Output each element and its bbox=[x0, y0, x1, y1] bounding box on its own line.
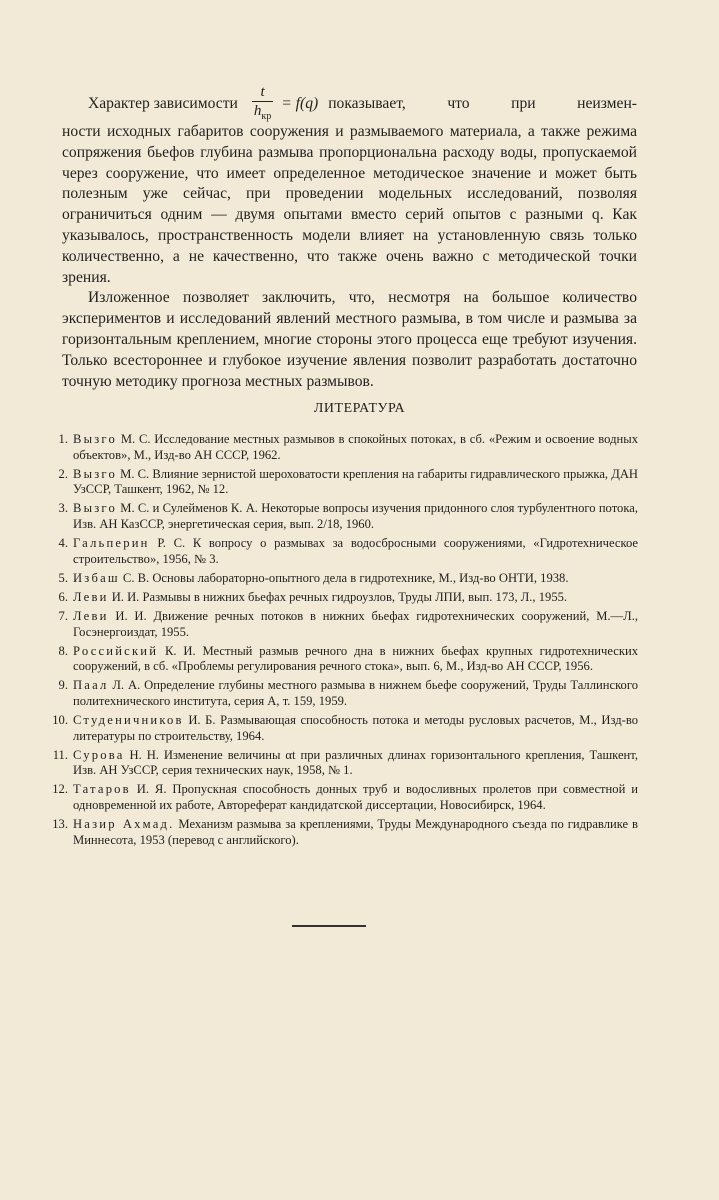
reference-author: Вызго bbox=[73, 501, 117, 516]
reference-author: Паал bbox=[73, 678, 109, 693]
reference-text bbox=[73, 501, 638, 532]
reference-author: Вызго bbox=[73, 466, 117, 481]
reference-number: 6. bbox=[58, 589, 68, 604]
reference-author: Леви bbox=[73, 608, 109, 623]
reference-number: 2. bbox=[58, 466, 68, 481]
reference-number: 1. bbox=[58, 432, 68, 446]
reference-body: И. Б. Размывающая способность потока и методы русловых расчетов, М., Изд-во литературы по строительству, 1964. bbox=[73, 713, 638, 743]
reference-text bbox=[73, 467, 638, 498]
reference-author: Назир Ахмад. bbox=[73, 817, 175, 832]
reference-text bbox=[73, 817, 638, 848]
reference-body: С. В. Основы лабораторно-опытного дела в гидротехнике, М., Изд-во ОНТИ, 1938. bbox=[122, 570, 569, 585]
reference-text bbox=[73, 644, 638, 675]
reference-item bbox=[48, 748, 638, 779]
reference-list bbox=[48, 432, 638, 852]
reference-number: 12. bbox=[52, 782, 68, 797]
reference-item bbox=[48, 713, 638, 744]
paragraph-1-first-line bbox=[62, 80, 637, 128]
reference-text bbox=[73, 571, 638, 587]
paragraph-2: Изложенное позволяет заключить, что, несмотря на большое количество экспериментов и исследований явлений местного размыва, в том числе и размыва за горизонтальным креплением, многие стороны этого процесса еще требуют изучения. Только всестороннее и глубокое изучение явления позволит разработать достаточно точную методику прогноза местных размывов. bbox=[62, 289, 637, 390]
reference-item bbox=[48, 609, 638, 640]
reference-author: Студеничников bbox=[73, 713, 184, 727]
paragraph-1-rest: ности исходных габаритов сооружения и размываемого материала, а также режима сопряжения бьефов глубина размыва пропорциональна расходу воды, пропускаемой через сооружение, что имеет определенное методическое значение и может быть полезным уже сейчас, при проведении модельных исследований, позволяя ограничиться одним — двумя опытами вместо серий опытов с разными q. Как указывалось, пространственность модели влияет на установленную связь только количественно, а не качественно, что также очень важно с методической точки зрения. bbox=[62, 123, 637, 286]
reference-text bbox=[73, 782, 638, 813]
reference-body: М. С. Влияние зернистой шероховатости крепления на габариты гидравлического прыжка, ДАН УзССР, Ташкент, 1962, № 12. bbox=[73, 466, 639, 497]
reference-number: 5. bbox=[58, 570, 68, 585]
reference-item bbox=[48, 782, 638, 813]
reference-body: Р. С. К вопросу о размывах за водосбросными сооружениями, «Гидротехническое строительство», 1956, № 3. bbox=[73, 536, 638, 566]
paragraph-1-trail: показывает, что при неизмен- bbox=[328, 94, 637, 112]
reference-number: 3. bbox=[58, 501, 68, 516]
reference-item bbox=[48, 590, 638, 606]
paragraph-1-lead: Характер зависимости bbox=[88, 94, 238, 112]
reference-body: Л. А. Определение глубины местного размыва в нижнем бьефе сооружений, Труды Таллинского политехнического института, серия А, т. 159, 1959. bbox=[73, 678, 638, 708]
formula-numerator: t bbox=[260, 83, 265, 100]
reference-item bbox=[48, 501, 638, 532]
reference-item bbox=[48, 432, 638, 463]
reference-item bbox=[48, 467, 638, 498]
reference-text bbox=[73, 536, 638, 567]
reference-text bbox=[73, 748, 638, 779]
reference-item bbox=[48, 536, 638, 567]
formula-denominator-subscript: кр bbox=[261, 110, 272, 122]
reference-number: 10. bbox=[52, 713, 68, 727]
reference-item bbox=[48, 644, 638, 675]
reference-body: И. Я. Пропускная способность донных труб и водосливных пролетов при совместной и одновременной их работе, Автореферат кандидатской диссертации, Новосибирск, 1964. bbox=[73, 782, 638, 812]
reference-body: Н. Н. Изменение величины αt при различных длинах горизонтального крепления, Ташкент, Изв. АН УзССР, серия технических наук, 1958, № 1. bbox=[73, 747, 638, 778]
reference-body: К. И. Местный размыв речного дна в нижних бьефах крупных гидротехнических сооружений, в сб. «Проблемы регулирования речного стока», вып. 6, М., Изд-во АН СССР, 1956. bbox=[73, 643, 639, 674]
end-rule bbox=[292, 925, 366, 927]
reference-item bbox=[48, 817, 638, 848]
reference-number: 9. bbox=[58, 678, 68, 693]
reference-author: Татаров bbox=[73, 782, 131, 797]
reference-number: 4. bbox=[58, 536, 68, 551]
formula-rhs: = f(q) bbox=[281, 94, 319, 112]
formula-denominator-symbol: h bbox=[253, 102, 262, 119]
reference-item bbox=[48, 571, 638, 587]
reference-author: Избаш bbox=[73, 570, 120, 585]
reference-text bbox=[73, 590, 638, 606]
reference-body: М. С. Исследование местных размывов в спокойных потоках, в сб. «Режим и освоение водных объектов», М., Изд-во АН СССР, 1962. bbox=[73, 432, 638, 462]
reference-number: 8. bbox=[58, 643, 68, 658]
reference-body: М. С. и Сулейменов К. А. Некоторые вопросы изучения придонного слоя турбулентного потока, Изв. АН КазССР, энергетическая серия, вып. 2/18, 1960. bbox=[73, 501, 638, 531]
reference-number: 13. bbox=[52, 817, 68, 832]
reference-author: Леви bbox=[73, 589, 109, 604]
reference-author: Сурова bbox=[73, 747, 125, 762]
references-heading: ЛИТЕРАТУРА bbox=[313, 401, 406, 416]
reference-text bbox=[73, 713, 638, 744]
reference-body: Механизм размыва за креплениями, Труды Международного съезда по гидравлике в Миннесота, 1953 (перевод с английского). bbox=[73, 817, 639, 847]
reference-author: Российский bbox=[73, 643, 159, 658]
reference-text bbox=[73, 678, 638, 709]
body-text bbox=[62, 80, 637, 392]
reference-author: Гальперин bbox=[73, 536, 150, 551]
reference-body: И. И. Размывы в нижних бьефах речных гидроузлов, Труды ЛПИ, вып. 173, Л., 1955. bbox=[111, 589, 568, 604]
formula-fraction bbox=[252, 83, 273, 126]
reference-text bbox=[73, 609, 638, 640]
reference-body: И. И. Движение речных потоков в нижних бьефах гидротехнических сооружений, М.—Л., Госэнергоиздат, 1955. bbox=[73, 608, 638, 639]
reference-item bbox=[48, 678, 638, 709]
reference-author: Вызго bbox=[73, 432, 117, 446]
reference-number: 7. bbox=[58, 608, 68, 623]
reference-number: 11. bbox=[52, 747, 68, 762]
reference-text bbox=[73, 432, 638, 463]
